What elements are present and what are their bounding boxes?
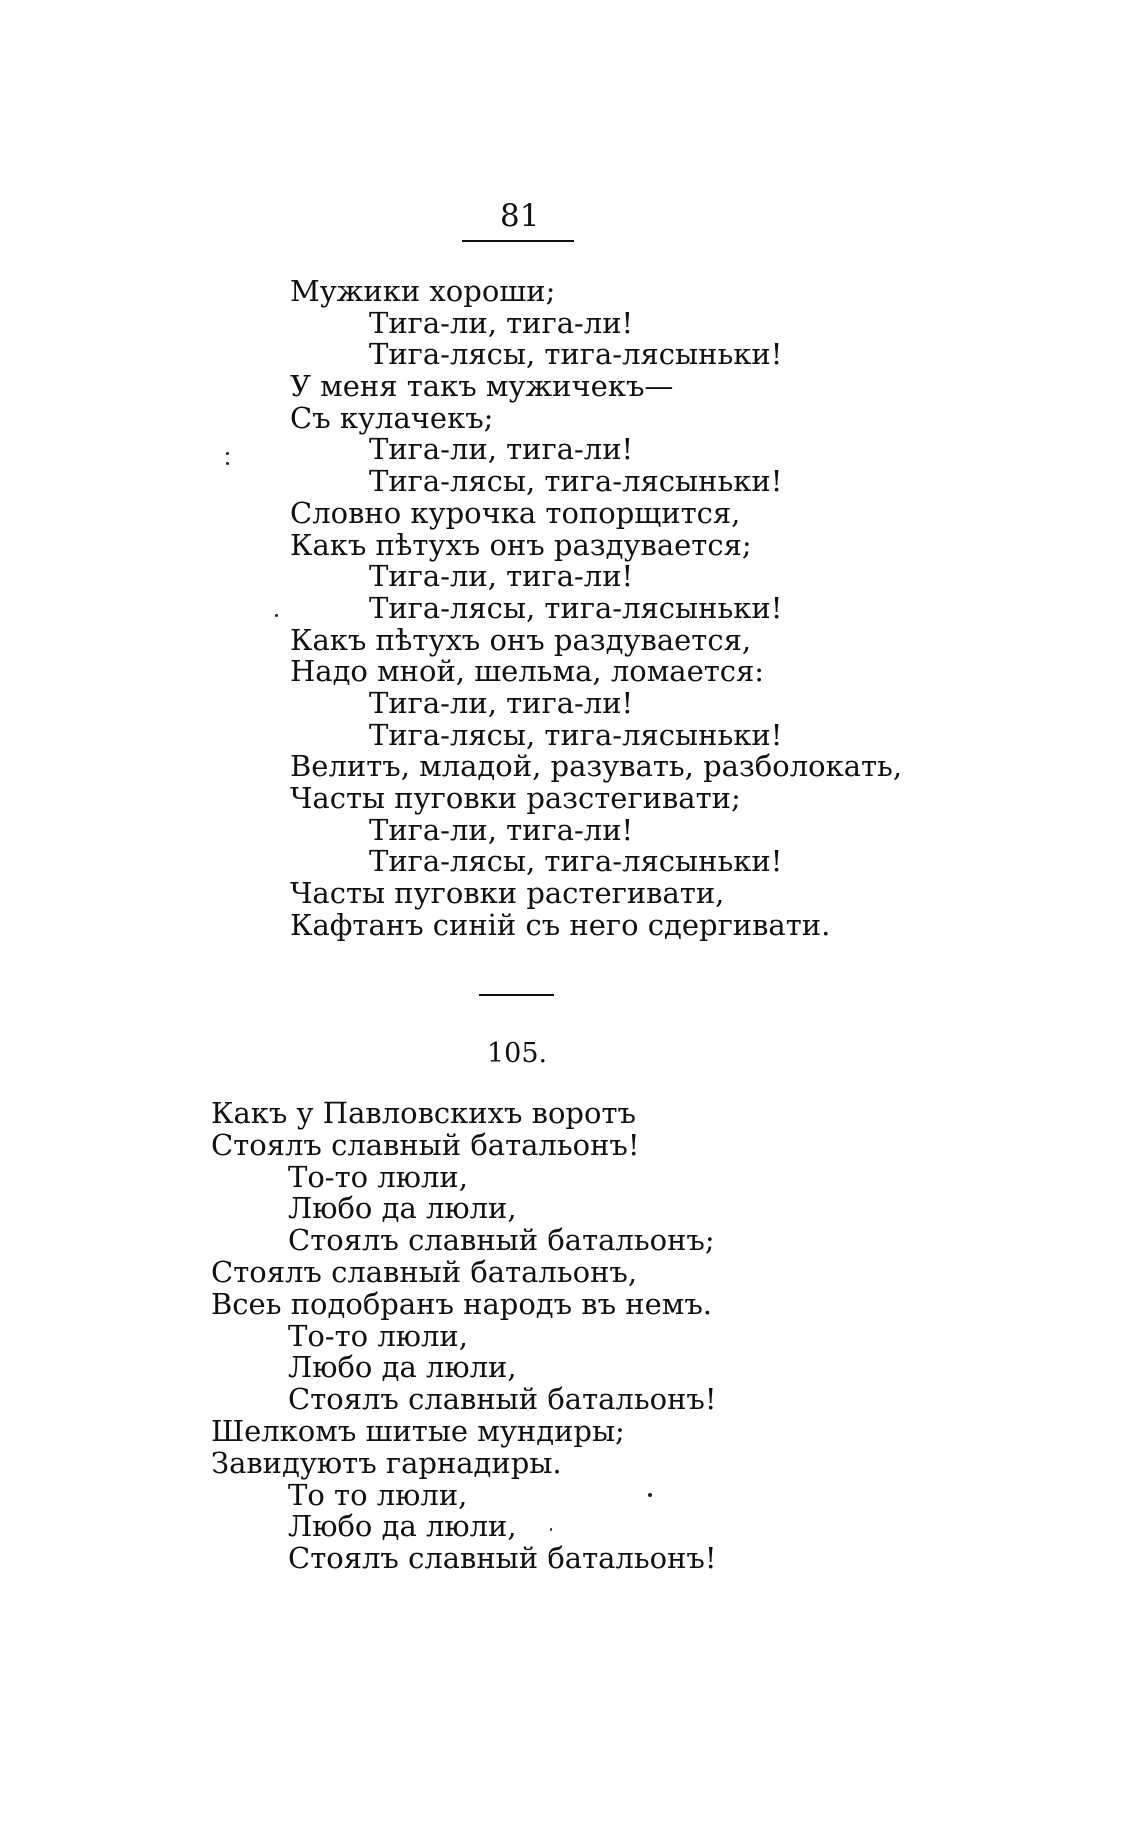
poem-line: Стоялъ славный батальонъ, bbox=[211, 1254, 638, 1289]
poem-line: То-то люли, bbox=[288, 1159, 468, 1194]
poem-line: Шелкомъ шитые мундиры; bbox=[211, 1413, 625, 1448]
poem-line: Любо да люли, bbox=[288, 1191, 517, 1226]
poem-1 bbox=[290, 276, 1070, 941]
poem-line: Мужики хороши; bbox=[290, 274, 556, 308]
poem-line: Стоялъ славный батальонъ! bbox=[288, 1382, 717, 1417]
poem-line: Тига-ли, тига-ли! bbox=[369, 432, 634, 467]
print-speck bbox=[226, 452, 229, 455]
poem-line: У меня такъ мужичекъ— bbox=[290, 369, 674, 404]
poem-line: Тига-ли, тига-ли! bbox=[369, 685, 634, 720]
poem-line: Кафтанъ синій съ него сдергивати. bbox=[290, 907, 831, 942]
poem-line: Завидуютъ гарнадиры. bbox=[211, 1445, 562, 1480]
poem-line: Тига-лясы, тига-лясыньки! bbox=[369, 464, 783, 499]
poem-line: Любо да люли, bbox=[288, 1350, 517, 1385]
print-speck bbox=[648, 1493, 652, 1497]
poem-line: Тига-лясы, тига-лясыньки! bbox=[369, 844, 783, 879]
print-speck bbox=[226, 462, 229, 465]
poem-line: Часты пуговки растегивати, bbox=[290, 876, 725, 911]
poem-line: Тига-лясы, тига-лясыньки! bbox=[369, 717, 783, 752]
poem-line: Словно курочка топорщится, bbox=[290, 495, 741, 530]
poem-line: Тига-ли, тига-ли! bbox=[369, 559, 634, 594]
poem-line: Какъ пѣтухъ онъ раздувается, bbox=[290, 622, 752, 657]
poem-line: Часты пуговки разстегивати; bbox=[290, 781, 741, 815]
poem-line: Стоялъ славный батальонъ! bbox=[211, 1127, 640, 1162]
poem-line: Тига-лясы, тига-лясыньки! bbox=[369, 590, 783, 625]
poem-line: Какъ у Павловскихъ воротъ bbox=[211, 1096, 636, 1130]
poem-line: Стоялъ славный батальонъ! bbox=[288, 1541, 717, 1576]
poem-line: Тига-ли, тига-ли! bbox=[369, 812, 634, 847]
poem-line: Тига-ли, тига-ли! bbox=[369, 305, 634, 340]
page-number: 81 bbox=[500, 198, 540, 234]
poem-2 bbox=[211, 1098, 1031, 1575]
page-number-rule bbox=[462, 240, 574, 242]
print-speck bbox=[550, 1528, 552, 1531]
poem-line: Всеь подобранъ народъ въ немъ. bbox=[211, 1286, 713, 1321]
poem-line: То-то люли, bbox=[288, 1318, 468, 1353]
poem-line: То то люли, bbox=[288, 1477, 468, 1512]
poem-line: Съ кулачекъ; bbox=[290, 400, 494, 435]
print-speck bbox=[275, 614, 278, 617]
poem-line: Тига-лясы, тига-лясыньки! bbox=[369, 337, 783, 372]
poem-line: Любо да люли, bbox=[288, 1509, 517, 1544]
poem-line: Велитъ, младой, разувать, разболокать, bbox=[290, 749, 903, 784]
poem-line: Надо мной, шельма, ломается: bbox=[290, 654, 765, 689]
poem-line: Стоялъ славный батальонъ; bbox=[288, 1223, 715, 1258]
poem-line: Какъ пѣтухъ онъ раздувается; bbox=[290, 527, 752, 562]
section-divider bbox=[479, 994, 554, 996]
section-number: 105. bbox=[487, 1038, 548, 1069]
